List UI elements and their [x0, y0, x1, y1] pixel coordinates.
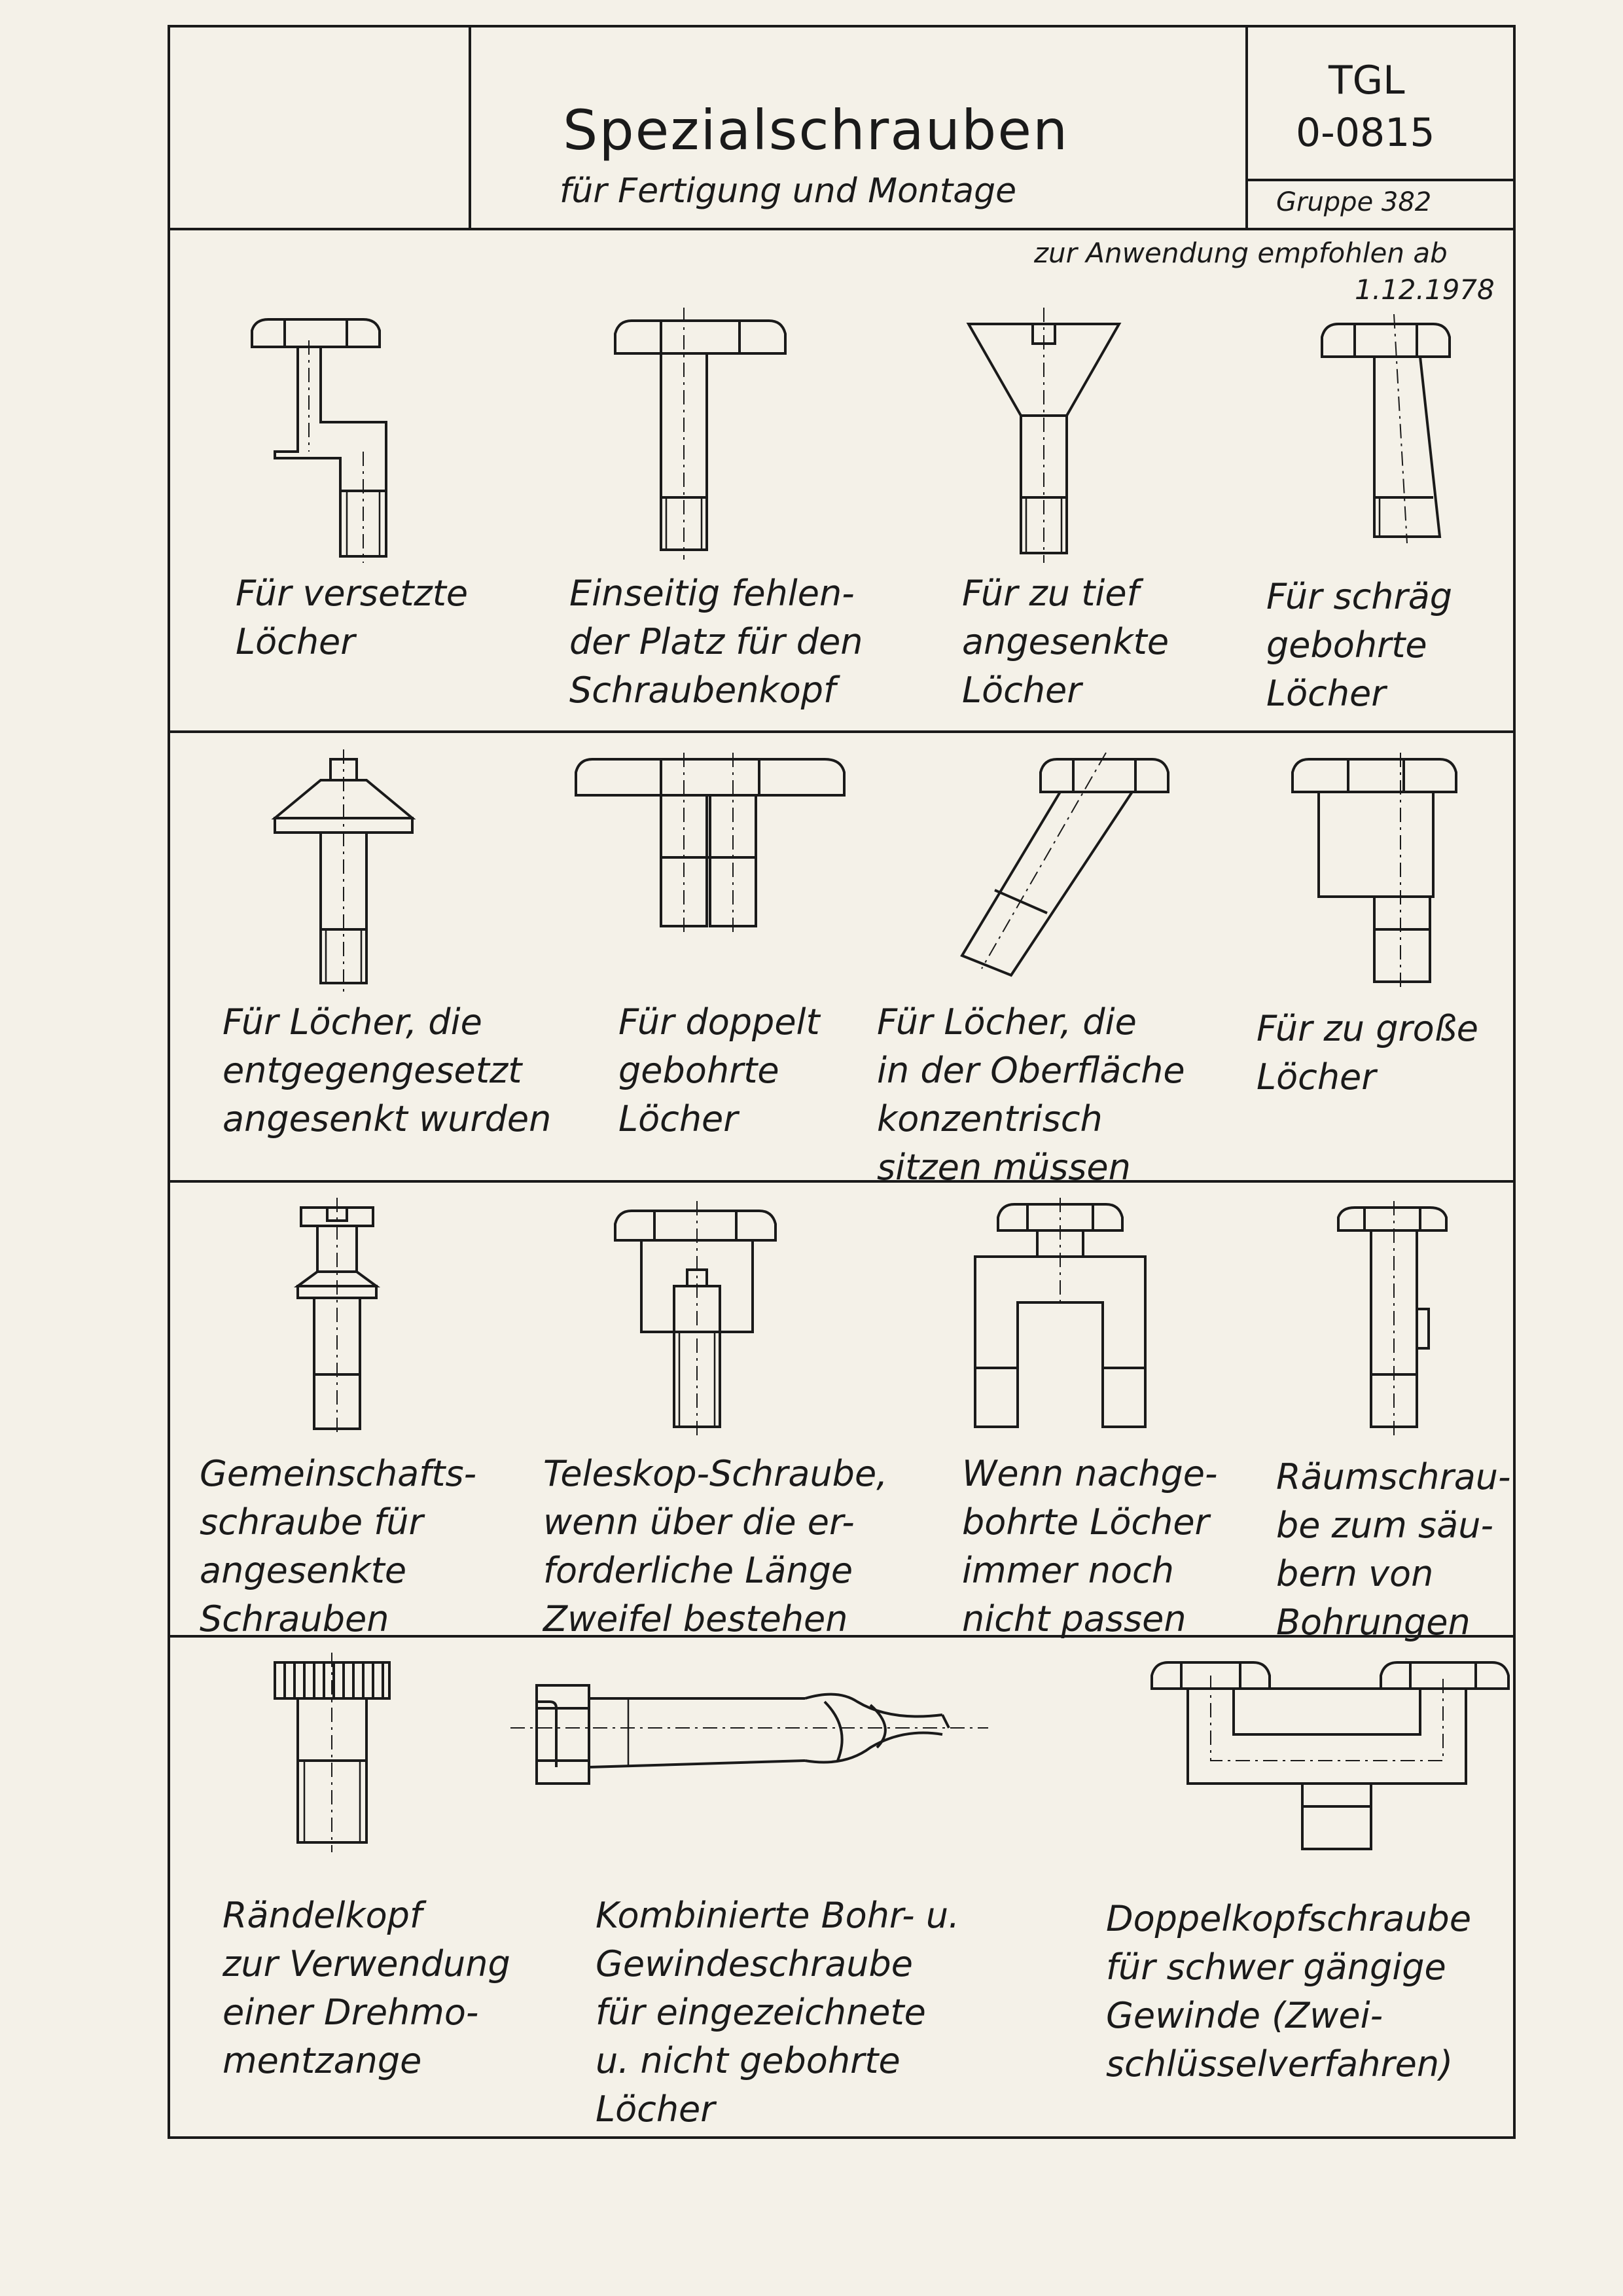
caption-drill-thread: Kombinierte Bohr- u. Gewindeschraube für eingezeichnete u. nicht gebohrte Löcher — [596, 1895, 960, 2130]
standard-number: 0-0815 — [1296, 110, 1435, 156]
bolt-one-sided-head — [615, 308, 785, 560]
bolt-drill-thread — [510, 1685, 988, 1784]
caption-slanted-holes: Für schräg gebohrte Löcher — [1266, 576, 1453, 714]
bolt-fork-double — [975, 1198, 1145, 1427]
bolt-concentric-surface — [962, 753, 1168, 975]
bolt-knurled-head — [275, 1653, 389, 1852]
caption-knurled-head: Rändelkopf zur Verwendung einer Drehmo- mentzange — [223, 1895, 510, 2081]
bolt-double-head — [1152, 1662, 1508, 1849]
caption-telescopic: Teleskop-Schraube, wenn über die er- forderliche Länge Zweifel bestehen — [543, 1453, 888, 1640]
document-subtitle: für Fertigung und Montage — [560, 171, 1017, 211]
caption-reaming: Räumschrau- be zum säu- bern von Bohrungen — [1276, 1456, 1511, 1643]
bolt-opposite-countersink — [275, 749, 412, 992]
caption-deep-countersink: Für zu tief angesenkte Löcher — [962, 573, 1169, 711]
bolt-reaming — [1338, 1201, 1446, 1437]
standard-label: TGL — [1329, 58, 1405, 103]
caption-oversized-holes: Für zu große Löcher — [1257, 1008, 1478, 1098]
bolt-oversized-holes — [1293, 753, 1456, 992]
bolt-double-drilled — [576, 753, 844, 936]
document-title: Spezialschrauben — [563, 98, 1069, 162]
recommended-note: zur Anwendung empfohlen ab — [1034, 237, 1448, 269]
caption-opposite-countersink: Für Löcher, die entgegengesetzt angesenkt wurden — [223, 1001, 552, 1139]
caption-common-countersunk: Gemeinschafts- schraube für angesenkte Schrauben — [200, 1453, 477, 1640]
caption-double-drilled: Für doppelt gebohrte Löcher — [618, 1001, 820, 1139]
caption-one-sided-head: Einseitig fehlen- der Platz für den Schraubenkopf — [569, 573, 863, 711]
group-label: Gruppe 382 — [1276, 187, 1432, 217]
bolt-telescopic — [615, 1201, 776, 1437]
caption-fork-double: Wenn nachge- bohrte Löcher immer noch nicht passen — [962, 1453, 1218, 1640]
bolt-common-countersunk — [298, 1198, 376, 1437]
caption-offset-holes: Für versetzte Löcher — [236, 573, 469, 662]
bolt-offset-holes — [252, 319, 386, 563]
bolt-deep-countersink — [969, 308, 1119, 563]
bolt-slanted-holes — [1322, 314, 1450, 543]
caption-double-head: Doppelkopfschraube für schwer gängige Gewinde (Zwei- schlüsselverfahren) — [1106, 1898, 1472, 2085]
recommended-date: 1.12.1978 — [1355, 274, 1495, 306]
caption-concentric-surface: Für Löcher, die in der Oberfläche konzentrisch sitzen müssen — [877, 1001, 1185, 1188]
